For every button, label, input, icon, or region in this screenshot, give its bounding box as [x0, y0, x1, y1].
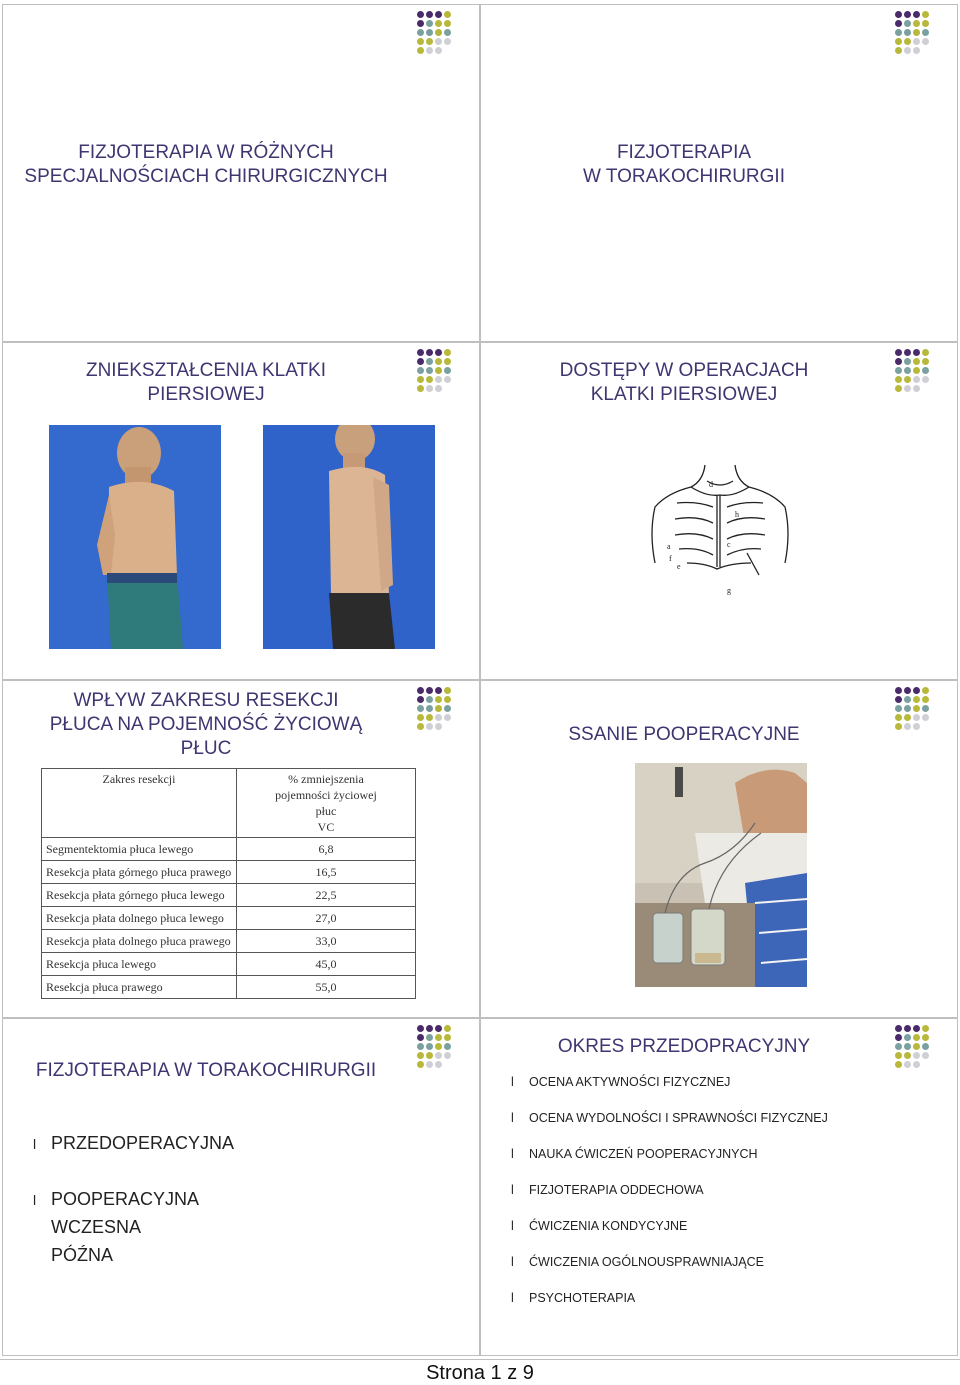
decorative-dot — [895, 1025, 902, 1032]
decorative-dot — [417, 1061, 424, 1068]
slide-3 — [2, 342, 480, 680]
decorative-dot — [435, 29, 442, 36]
decorative-dot — [435, 20, 442, 27]
table-header-cell: Zakres resekcji — [42, 769, 237, 838]
decorative-dot — [904, 385, 911, 392]
list-item: l ĆWICZENIA OGÓLNOUSPRAWNIAJĄCE — [511, 1255, 764, 1269]
decorative-dot — [435, 47, 442, 54]
decorative-dot — [417, 714, 424, 721]
decorative-dot — [417, 705, 424, 712]
decorative-dot — [922, 376, 929, 383]
decorative-dot — [444, 38, 451, 45]
table-row: Resekcja płata górnego płuca prawego 16,5 — [42, 861, 416, 884]
decorative-dot — [904, 696, 911, 703]
list-item: l OCENA WYDOLNOŚCI I SPRAWNOŚCI FIZYCZNEJ — [511, 1111, 828, 1125]
decorative-dot — [426, 11, 433, 18]
list-item: l OCENA AKTYWNOŚCI FIZYCZNEJ — [511, 1075, 731, 1089]
decorative-dots — [417, 11, 461, 55]
thoracic-access-diagram — [647, 463, 793, 603]
decorative-dot — [426, 714, 433, 721]
decorative-dot — [895, 11, 902, 18]
list-item: l PRZEDOPERACYJNA — [33, 1133, 235, 1153]
decorative-dots — [895, 1025, 939, 1069]
decorative-dot — [895, 349, 902, 356]
decorative-dot — [895, 1052, 902, 1059]
decorative-dot — [417, 687, 424, 694]
slide-title: DOSTĘPY W OPERACJACH KLATKI PIERSIOWEJ — [559, 360, 809, 405]
table-row: Resekcja płuca prawego 55,0 — [42, 976, 416, 999]
decorative-dot — [417, 723, 424, 730]
decorative-dot — [904, 714, 911, 721]
diagram-label-f: f — [669, 554, 672, 563]
decorative-dot — [435, 385, 442, 392]
decorative-dot — [922, 1025, 929, 1032]
decorative-dot — [426, 349, 433, 356]
decorative-dot — [417, 376, 424, 383]
slide-title: FIZJOTERAPIA W TORAKOCHIRURGII — [35, 1060, 377, 1081]
table-row: Segmentektomia płuca lewego 6,8 — [42, 838, 416, 861]
decorative-dot — [895, 696, 902, 703]
decorative-dot — [922, 11, 929, 18]
decorative-dot — [913, 38, 920, 45]
diagram-label-e: e — [677, 562, 681, 571]
decorative-dots — [417, 349, 461, 393]
table-row: Resekcja płata dolnego płuca prawego 33,0 — [42, 930, 416, 953]
decorative-dot — [435, 714, 442, 721]
decorative-dot — [435, 376, 442, 383]
decorative-dots — [895, 11, 939, 55]
decorative-dot — [895, 1034, 902, 1041]
decorative-dot — [913, 358, 920, 365]
decorative-dot — [913, 1061, 920, 1068]
decorative-dot — [426, 1025, 433, 1032]
decorative-dot — [417, 1034, 424, 1041]
list-sub-item: WCZESNA — [51, 1217, 141, 1237]
slide-8 — [480, 1018, 958, 1356]
decorative-dot — [904, 358, 911, 365]
decorative-dot — [417, 358, 424, 365]
decorative-dot — [922, 20, 929, 27]
decorative-dots — [417, 687, 461, 731]
slide-title: ZNIEKSZTAŁCENIA KLATKI PIERSIOWEJ — [85, 360, 327, 405]
decorative-dot — [913, 714, 920, 721]
decorative-dot — [922, 1052, 929, 1059]
decorative-dot — [444, 11, 451, 18]
decorative-dot — [904, 705, 911, 712]
decorative-dot — [904, 1043, 911, 1050]
slide-title: FIZJOTERAPIA W TORAKOCHIRURGII — [583, 142, 785, 187]
decorative-dot — [913, 696, 920, 703]
decorative-dot — [426, 20, 433, 27]
chest-deformity-photo-1 — [49, 425, 221, 649]
decorative-dot — [895, 385, 902, 392]
decorative-dot — [904, 11, 911, 18]
decorative-dot — [913, 20, 920, 27]
decorative-dot — [895, 358, 902, 365]
decorative-dot — [895, 705, 902, 712]
slide-title: WPŁYW ZAKRESU RESEKCJI PŁUCA NA POJEMNOŚĆ ŻYCIOWĄ PŁUC — [49, 690, 363, 759]
list-item: l NAUKA ĆWICZEŃ POOPERACYJNYCH — [511, 1147, 758, 1161]
decorative-dot — [895, 367, 902, 374]
decorative-dot — [426, 687, 433, 694]
decorative-dot — [913, 687, 920, 694]
decorative-dot — [426, 358, 433, 365]
list-item: l FIZJOTERAPIA ODDECHOWA — [511, 1183, 704, 1197]
decorative-dot — [417, 47, 424, 54]
slide-1 — [2, 4, 480, 342]
decorative-dot — [417, 11, 424, 18]
decorative-dot — [904, 38, 911, 45]
slide-title: OKRES PRZEDOPRACYJNY — [557, 1036, 811, 1057]
table-row: Resekcja płuca lewego 45,0 — [42, 953, 416, 976]
decorative-dot — [895, 723, 902, 730]
decorative-dot — [904, 367, 911, 374]
decorative-dot — [417, 29, 424, 36]
decorative-dot — [913, 367, 920, 374]
decorative-dot — [435, 38, 442, 45]
decorative-dot — [895, 29, 902, 36]
postoperative-suction-photo — [635, 763, 807, 987]
diagram-label-c: c — [727, 540, 731, 549]
decorative-dot — [922, 696, 929, 703]
decorative-dot — [444, 367, 451, 374]
decorative-dot — [426, 723, 433, 730]
decorative-dot — [922, 358, 929, 365]
slide-6 — [480, 680, 958, 1018]
decorative-dot — [895, 376, 902, 383]
decorative-dot — [426, 47, 433, 54]
decorative-dot — [444, 1034, 451, 1041]
decorative-dot — [895, 1043, 902, 1050]
table-row: Resekcja płata dolnego płuca lewego 27,0 — [42, 907, 416, 930]
decorative-dot — [444, 376, 451, 383]
footer-divider — [0, 1359, 960, 1360]
table-header-cell: % zmniejszenia pojemności życiowej płuc VC — [237, 769, 416, 838]
diagram-label-d: d — [709, 480, 713, 489]
decorative-dot — [913, 1043, 920, 1050]
decorative-dot — [895, 38, 902, 45]
decorative-dot — [904, 723, 911, 730]
list-item: l POOPERACYJNA — [33, 1189, 200, 1209]
decorative-dot — [913, 47, 920, 54]
decorative-dot — [913, 723, 920, 730]
table-row: Resekcja płata górnego płuca lewego 22,5 — [42, 884, 416, 907]
decorative-dots — [895, 687, 939, 731]
resection-table — [41, 768, 416, 999]
slide-title: FIZJOTERAPIA W RÓŻNYCH SPECJALNOŚCIACH CHIRURGICZNYCH — [24, 142, 388, 187]
decorative-dot — [435, 349, 442, 356]
decorative-dot — [435, 358, 442, 365]
decorative-dot — [444, 1043, 451, 1050]
decorative-dot — [426, 705, 433, 712]
decorative-dot — [922, 367, 929, 374]
decorative-dot — [913, 29, 920, 36]
decorative-dot — [435, 1052, 442, 1059]
list-item: l PSYCHOTERAPIA — [511, 1291, 636, 1305]
decorative-dot — [426, 1034, 433, 1041]
decorative-dot — [444, 687, 451, 694]
slide-4 — [480, 342, 958, 680]
decorative-dot — [444, 705, 451, 712]
decorative-dot — [444, 349, 451, 356]
decorative-dot — [904, 29, 911, 36]
decorative-dot — [417, 20, 424, 27]
decorative-dot — [426, 367, 433, 374]
decorative-dot — [904, 47, 911, 54]
decorative-dot — [435, 696, 442, 703]
page-number: Strona 1 z 9 — [426, 1362, 534, 1384]
decorative-dot — [417, 1043, 424, 1050]
decorative-dot — [444, 20, 451, 27]
decorative-dot — [904, 1034, 911, 1041]
decorative-dot — [895, 1061, 902, 1068]
decorative-dot — [922, 1034, 929, 1041]
decorative-dot — [913, 1034, 920, 1041]
decorative-dots — [895, 349, 939, 393]
decorative-dot — [913, 705, 920, 712]
decorative-dot — [426, 376, 433, 383]
decorative-dot — [913, 376, 920, 383]
decorative-dot — [922, 714, 929, 721]
decorative-dot — [444, 1052, 451, 1059]
decorative-dot — [444, 696, 451, 703]
decorative-dot — [426, 38, 433, 45]
decorative-dot — [895, 714, 902, 721]
decorative-dot — [435, 11, 442, 18]
decorative-dot — [417, 349, 424, 356]
decorative-dot — [922, 38, 929, 45]
list-sub-item: PÓŹNA — [51, 1245, 114, 1265]
slide-2 — [480, 4, 958, 342]
decorative-dot — [922, 1043, 929, 1050]
decorative-dot — [435, 723, 442, 730]
decorative-dot — [913, 385, 920, 392]
decorative-dot — [444, 29, 451, 36]
decorative-dot — [922, 687, 929, 694]
decorative-dot — [417, 696, 424, 703]
decorative-dot — [904, 687, 911, 694]
decorative-dot — [417, 1025, 424, 1032]
decorative-dot — [426, 1043, 433, 1050]
slide-title: SSANIE POOPERACYJNE — [568, 724, 800, 745]
list-item: l ĆWICZENIA KONDYCYJNE — [511, 1219, 688, 1233]
decorative-dot — [904, 376, 911, 383]
decorative-dot — [895, 20, 902, 27]
decorative-dot — [417, 1052, 424, 1059]
decorative-dot — [426, 696, 433, 703]
decorative-dot — [904, 1061, 911, 1068]
decorative-dot — [895, 687, 902, 694]
decorative-dot — [426, 385, 433, 392]
decorative-dot — [435, 1061, 442, 1068]
decorative-dot — [904, 349, 911, 356]
decorative-dot — [913, 1052, 920, 1059]
decorative-dot — [417, 38, 424, 45]
decorative-dot — [435, 1043, 442, 1050]
decorative-dot — [922, 29, 929, 36]
decorative-dot — [922, 705, 929, 712]
slide-5 — [2, 680, 480, 1018]
diagram-label-a: a — [667, 542, 671, 551]
decorative-dots — [417, 1025, 461, 1069]
decorative-dot — [904, 20, 911, 27]
decorative-dot — [895, 47, 902, 54]
decorative-dot — [426, 1052, 433, 1059]
decorative-dot — [913, 1025, 920, 1032]
diagram-label-g: g — [727, 586, 731, 595]
decorative-dot — [904, 1052, 911, 1059]
decorative-dot — [444, 714, 451, 721]
decorative-dot — [922, 349, 929, 356]
decorative-dot — [435, 367, 442, 374]
chest-deformity-photo-2 — [263, 425, 435, 649]
decorative-dot — [904, 1025, 911, 1032]
decorative-dot — [435, 687, 442, 694]
decorative-dot — [913, 11, 920, 18]
decorative-dot — [913, 349, 920, 356]
decorative-dot — [444, 1025, 451, 1032]
diagram-label-h: h — [735, 510, 739, 519]
decorative-dot — [426, 1061, 433, 1068]
decorative-dot — [435, 705, 442, 712]
decorative-dot — [435, 1025, 442, 1032]
slide-7 — [2, 1018, 480, 1356]
decorative-dot — [435, 1034, 442, 1041]
decorative-dot — [426, 29, 433, 36]
decorative-dot — [417, 367, 424, 374]
decorative-dot — [444, 358, 451, 365]
decorative-dot — [417, 385, 424, 392]
table-header-row — [42, 769, 416, 838]
